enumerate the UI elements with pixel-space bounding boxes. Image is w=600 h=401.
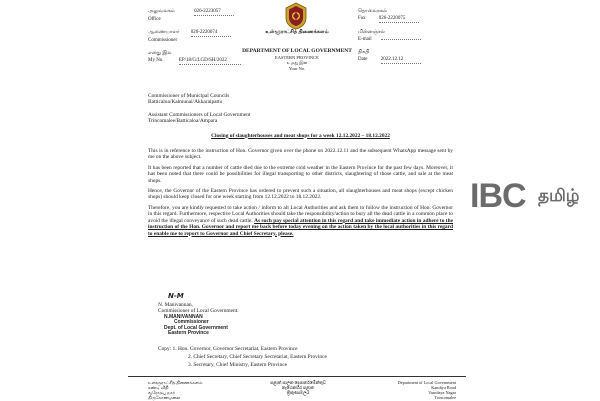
signatory-name: N. Manivannan,	[158, 302, 193, 308]
footer-line: Department of Local Government	[397, 380, 456, 385]
copy-item-text: 1. Hon. Governor, Governor Secretariat, Eastern Province	[172, 346, 298, 352]
fax-label-ta: தொலைநகல்	[358, 9, 388, 14]
footer-line: கண்டி வீதி	[148, 385, 169, 390]
date-value: 2022.12.12	[381, 56, 421, 64]
letterhead-left	[148, 8, 241, 65]
watermark-script: தமிழ்	[538, 186, 580, 206]
signatory-title: Commissioner of Local Government.	[158, 308, 239, 315]
stamp-line: Eastern Province	[168, 330, 209, 337]
date-row	[358, 56, 421, 64]
commissioner-label: Commissioner	[148, 38, 178, 43]
department-name-english: DEPARTMENT OF LOCAL GOVERNMENT	[242, 48, 352, 54]
copy-item	[158, 345, 418, 353]
office-number: 026-2223057	[194, 8, 234, 16]
myno-label: My No.	[148, 58, 164, 63]
footer-address-sinhala	[258, 380, 338, 395]
letter-page	[128, 0, 466, 400]
footer-line: வரோதய நகர்	[148, 390, 175, 395]
paragraph-directive-emphasis: As such pay special attention in this regard and take immediate action in adhere to the instruction of the Hon. Governor and report me back before today evening on the action taken by the local authorities in this regard to enable me to report to Governor and Chief Secretary, please.	[148, 217, 453, 237]
department-name-tamil: உள்ளூராட்சித் திணைக்களம்	[265, 30, 329, 35]
fax-row	[358, 15, 421, 23]
addressee-line: Commissioner of Municipal Councils	[148, 93, 230, 99]
letter-subject: Closing of slaughterhouses and meat shops for a week 12.12.2022 – 18.12.2022	[211, 132, 390, 139]
copy-lead: Copy:	[158, 346, 172, 352]
myno-row	[148, 57, 241, 65]
signature-block	[158, 293, 298, 337]
footer-line: Trincomalee	[434, 395, 456, 400]
letterhead	[128, 0, 466, 90]
handwritten-signature: N-M	[168, 292, 184, 300]
paragraph-directive-text: Therefore, you are kindly requested to take action / inform to all Local Authorities and ask them to follow the instruction of Hon. Governor in this regard. Furthermore, respective Local Authorities should take the responsibility/action to bury all the dead cattle in a common place to avoid the illegal conveyance of such dead cattle.	[148, 204, 453, 224]
copy-list	[158, 345, 418, 369]
footer-line: Kandiya Road	[431, 385, 456, 390]
footer-line: නැගෙනහිර පළාත	[281, 385, 315, 390]
email-row	[358, 36, 421, 43]
signature-area	[158, 293, 298, 302]
letter-body	[148, 93, 453, 241]
yourno-block	[238, 60, 356, 72]
myno-label-ta: எனது இல	[148, 51, 172, 56]
stamp-line: Commissioner	[174, 319, 209, 326]
commissioner-number: 026-2220074	[191, 29, 231, 37]
addressee-block	[148, 93, 453, 125]
yourno-label-ta: உமது இல	[286, 60, 308, 65]
office-row	[148, 8, 241, 16]
ibc-tamil-watermark	[468, 174, 598, 224]
fax-number: 026-2220075	[379, 15, 419, 23]
footer-line: ත්‍රිකුණාමලය	[286, 390, 310, 395]
official-stamp	[158, 315, 298, 337]
government-emblem-icon	[284, 2, 308, 30]
letterhead-footer	[128, 376, 466, 401]
footer-address-tamil	[148, 380, 202, 400]
myno-value: EP/18/G/LGD/SH/2022	[179, 57, 241, 65]
commissioner-row	[148, 29, 241, 37]
footer-address-english	[376, 380, 456, 400]
footer-line: உள்ளூராட்சித் திணைக்களம்	[148, 380, 203, 385]
copy-item: 3. Secretary, Chief Ministry, Eastern Province	[188, 362, 287, 368]
footer-line: පළාත් පාලන දෙපාර්තමේන්තුව	[270, 380, 326, 385]
addressee-line: Assistant Commissioners of Local Government	[148, 111, 251, 118]
date-label-ta: திகதி	[358, 50, 370, 55]
stamp-line: N.MANIVANNAN	[164, 313, 203, 320]
email-label-ta: மின்னஞ்சல்	[358, 30, 385, 35]
province-name: EASTERN PROVINCE	[275, 55, 319, 60]
office-label: Office	[148, 17, 161, 22]
office-label-ta: அலுவலகம்	[148, 9, 175, 14]
copy-item: 2. Chief Secretary, Chief Secretary Secretariat, Eastern Province	[188, 354, 327, 360]
footer-line: Varodaya Nagar	[428, 390, 456, 395]
email-label: E-mail	[358, 37, 372, 42]
paragraph: Hence, the Governor of the Eastern Province has ordered to prevent such a situation, all slaughterhouses and meat shops (except chicken shops) should keep closed for one week starting from 12.12.2022 to 18.12.2022.	[148, 188, 453, 201]
paragraph-directive	[148, 205, 453, 237]
watermark-brand: IBC	[470, 177, 526, 215]
paragraph: It has been reported that a number of cattle died due to the extreme cold weather in the Eastern Province for the past few days. Moreover, it has been noted that there could be possibilities for illegal transporting to other districts, slaughtering of those cattle, and sale at the meat shops.	[148, 164, 453, 184]
fax-label: Fax	[358, 16, 366, 21]
date-label: Date	[358, 57, 368, 62]
addressee-line: Trincomalee/Batticaloa/Ampara	[148, 118, 218, 125]
addressee-line: Batticaloa/Kalmunai/Akkaraipattu	[148, 99, 223, 106]
footer-line: திருகோணமலை	[148, 395, 181, 400]
letterhead-right	[358, 8, 421, 64]
stamp-line: Dept. of Local Government	[164, 324, 228, 331]
paragraph: This is in reference to the instruction of Hon. Governor given over the phone on 2022.12.11 and the subsequent WhatsApp message sent by me on the above subject.	[148, 148, 453, 161]
yourno-label: Your No.	[288, 66, 306, 71]
email-value	[381, 39, 421, 40]
commissioner-label-ta: ஆணையாளர்	[148, 30, 180, 35]
